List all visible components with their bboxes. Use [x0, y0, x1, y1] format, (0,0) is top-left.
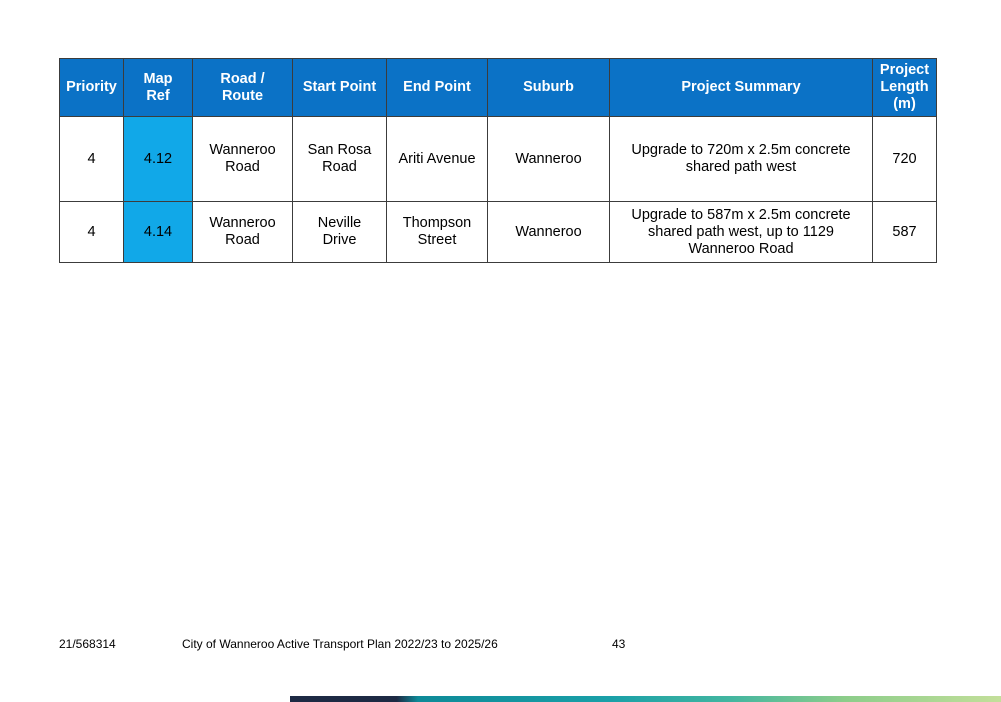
header-suburb	[488, 59, 610, 117]
header-start-point	[293, 59, 387, 117]
cell-road-line2: Road	[225, 159, 260, 175]
cell-project-length: 587	[873, 202, 937, 263]
cell-project-summary	[610, 117, 873, 202]
header-length-line1: Project	[879, 62, 930, 78]
cell-map-ref: 4.14	[124, 202, 193, 263]
header-length-line3: (m)	[893, 96, 916, 112]
cell-end-line2: Street	[417, 232, 457, 248]
cell-map-ref: 4.12	[124, 117, 193, 202]
cell-road-route	[193, 117, 293, 202]
footer-brand-band	[290, 696, 1001, 702]
header-length-line2: Length	[880, 79, 929, 95]
cell-project-length: 720	[873, 117, 937, 202]
header-map-ref-line1: Map	[143, 70, 173, 87]
cell-end-point	[387, 202, 488, 263]
table-row	[60, 202, 937, 263]
cell-priority: 4	[60, 117, 124, 202]
cell-start-line1: San Rosa	[307, 142, 372, 158]
cell-end-line1: Thompson	[402, 215, 472, 231]
header-priority-label: Priority	[66, 79, 117, 95]
header-project-summary-label: Project Summary	[681, 79, 801, 95]
header-priority	[60, 59, 124, 117]
projects-table	[59, 58, 937, 263]
footer-doc-id: 21/568314	[59, 637, 116, 651]
header-road-line1: Road /	[220, 70, 265, 87]
cell-project-summary	[610, 202, 873, 263]
header-start-point-label: Start Point	[302, 79, 377, 95]
cell-start-point	[293, 117, 387, 202]
cell-end-line1: Ariti Avenue	[398, 150, 476, 167]
cell-start-line1: Neville	[317, 215, 362, 231]
cell-priority: 4	[60, 202, 124, 263]
cell-summary-line2: shared path west, up to 1129	[648, 223, 834, 240]
header-suburb-label: Suburb	[523, 79, 574, 95]
footer-page-number: 43	[612, 637, 626, 651]
cell-road-line1: Wanneroo	[209, 142, 276, 158]
cell-summary-line2: shared path west	[685, 159, 797, 175]
cell-start-point	[293, 202, 387, 263]
cell-summary-line1: Upgrade to 587m x 2.5m concrete	[631, 206, 851, 223]
header-map-ref	[124, 59, 193, 117]
cell-road-line1: Wanneroo	[209, 215, 276, 231]
table-row	[60, 117, 937, 202]
cell-suburb: Wanneroo	[488, 117, 610, 202]
cell-suburb: Wanneroo	[488, 202, 610, 263]
header-end-point-label: End Point	[403, 79, 471, 95]
header-project-length	[873, 59, 937, 117]
cell-start-line2: Road	[322, 159, 357, 175]
cell-road-line2: Road	[225, 232, 260, 248]
cell-start-line2: Drive	[322, 232, 357, 248]
table-header-row	[60, 59, 937, 117]
cell-end-point	[387, 117, 488, 202]
cell-summary-line1: Upgrade to 720m x 2.5m concrete	[631, 142, 851, 158]
header-end-point	[387, 59, 488, 117]
header-map-ref-line2: Ref	[146, 87, 170, 104]
header-road-route	[193, 59, 293, 117]
header-road-line2: Route	[221, 87, 264, 104]
cell-summary-line3: Wanneroo Road	[688, 240, 794, 257]
cell-road-route	[193, 202, 293, 263]
footer-doc-title: City of Wanneroo Active Transport Plan 2022/23 to 2025/26	[182, 637, 498, 651]
header-project-summary	[610, 59, 873, 117]
